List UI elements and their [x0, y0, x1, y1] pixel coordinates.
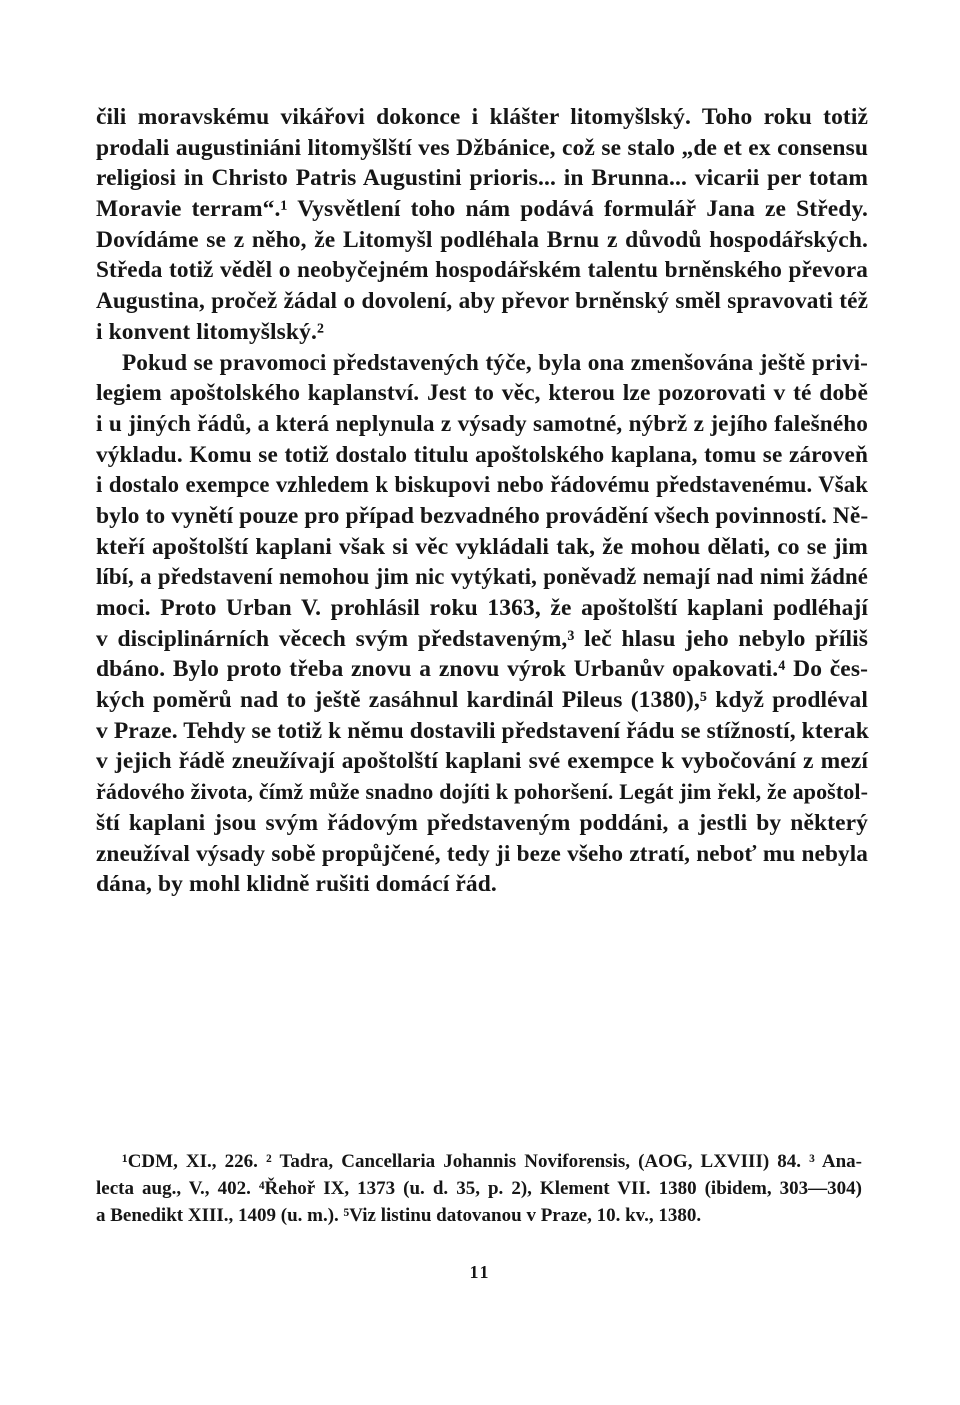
- text-line: kteří apoštolští kaplani však si věc vykládali tak, že mohou dělati, co se jim: [96, 533, 868, 560]
- footnote-line: ¹CDM, XI., 226. ² Tadra, Cancellaria Johannis Noviforensis, (AOG, LXVIII) 84. ³ Ana-: [122, 1151, 862, 1172]
- text-line: líbí, a představení nemohou jim nic vytýkati, poněvadž nemají nad nimi žádné: [96, 564, 868, 590]
- footnotes-block: [96, 1148, 862, 1229]
- footnote-line: lecta aug., V., 402. ⁴Řehoř IX, 1373 (u. d. 35, p. 2), Klement VII. 1380 (ibidem, 303—304): [96, 1178, 862, 1199]
- main-text-block: [96, 102, 868, 900]
- text-line: zneužíval výsady sobě propůjčené, tedy ji beze všeho ztratí, neboť mu nebyla: [96, 840, 868, 867]
- text-line: čili moravskému vikářovi dokonce i klášter litomyšlský. Toho roku totiž: [96, 104, 868, 130]
- text-line: legiem apoštolského kaplanství. Jest to věc, kterou lze pozorovati v té době: [96, 380, 868, 407]
- text-line: kých poměrů nad to ještě zasáhnul kardinál Pileus (1380),⁵ když prodléval: [96, 687, 868, 714]
- text-line: Dovídáme se z něho, že Litomyšl podléhala Brnu z důvodů hospodářských.: [96, 226, 868, 253]
- text-line: prodali augustiniáni litomyšlští ves Džbánice, což se stalo „de et ex consensu: [96, 134, 868, 161]
- page-number: 11: [469, 1262, 491, 1282]
- text-line: bylo to vynětí pouze pro případ bezvadného provádění všech povinností. Ně-: [96, 502, 869, 529]
- text-line: v Praze. Tehdy se totiž k němu dostavili představení řádu se stížností, kterak: [96, 717, 869, 744]
- text-line: i u jiných řádů, a která neplynula z výsady samotné, nýbrž z jejího falešného: [96, 410, 868, 437]
- text-line: Augustina, pročež žádal o dovolení, aby převor brněnský směl spravovati též: [96, 288, 868, 315]
- text-line: Moravie terram“.¹ Vysvětlení toho nám podává formulář Jana ze Středy.: [96, 196, 868, 223]
- text-line: řádového života, čímž může snadno dojíti k pohoršení. Legát jim řekl, že apoštol-: [96, 779, 868, 805]
- footnote-line: a Benedikt XIII., 1409 (u. m.). ⁵Viz listinu datovanou v Praze, 10. kv., 1380.: [96, 1205, 702, 1226]
- text-line: i dostalo exempce vzhledem k biskupovi nebo řádovému představenému. Však: [96, 472, 868, 498]
- text-line: Středa totiž věděl o neobyčejném hospodářském talentu brněnského převora: [96, 257, 868, 284]
- text-line: religiosi in Christo Patris Augustini prioris... in Brunna... vicarii per totam: [96, 165, 868, 192]
- text-line: moci. Proto Urban V. prohlásil roku 1363, že apoštolští kaplani podléhají: [96, 595, 868, 621]
- text-line: dána, by mohl klidně rušiti domácí řád.: [96, 871, 497, 898]
- text-line: i konvent litomyšlský.²: [96, 318, 325, 345]
- text-line: dbáno. Bylo proto třeba znovu a znovu výrok Urbanův opakovati.⁴ Do čes-: [96, 656, 868, 683]
- text-line: v disciplinárních věcech svým představeným,³ leč hlasu jeho nebylo příliš: [96, 625, 868, 652]
- paragraph-first-line: Pokud se pravomoci představených týče, byla ona zmenšována ještě privi-: [122, 349, 868, 376]
- text-line: ští kaplani jsou svým řádovým představeným poddáni, a jestli by některý: [96, 809, 868, 836]
- text-line: v jejich řádě zneužívají apoštolští kaplani své exempce k vybočování z mezí: [96, 748, 868, 775]
- text-line: výkladu. Komu se totiž dostalo titulu apoštolského kaplana, tomu se zároveň: [96, 441, 868, 468]
